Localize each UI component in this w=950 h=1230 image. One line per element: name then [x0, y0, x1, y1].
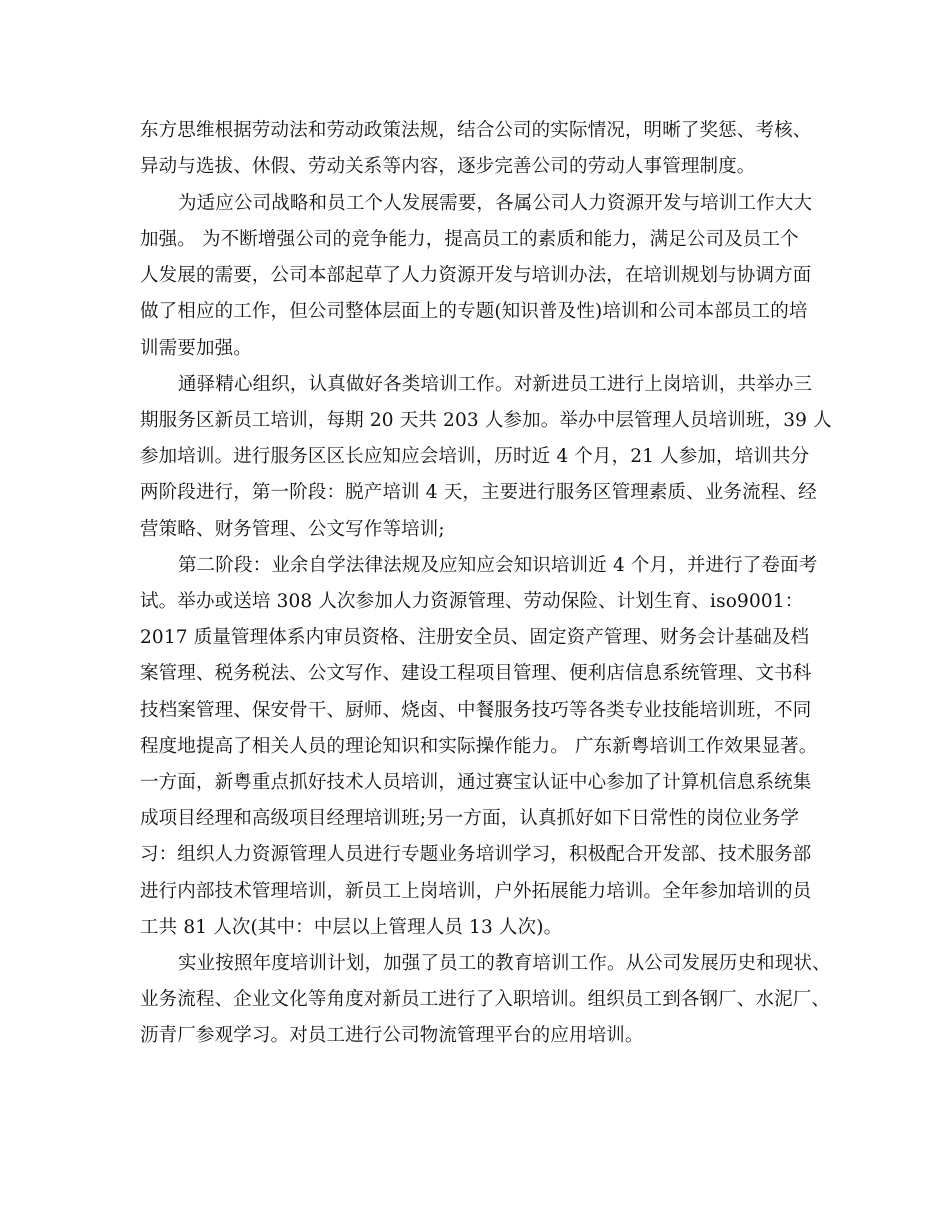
text-line: 通驿精心组织，认真做好各类培训工作。对新进员工进行上岗培训，共举办三 — [178, 374, 813, 395]
text-line: 实业按照年度培训计划，加强了员工的教育培训工作。从公司发展历史和现状、 — [178, 953, 831, 974]
text-line: 期服务区新员工培训，每期 20 天共 203 人参加。举办中层管理人员培训班，39 人 — [140, 410, 832, 431]
text-line: 两阶段进行，第一阶段：脱产培训 4 天，主要进行服务区管理素质、业务流程、经 — [140, 482, 817, 503]
text-line: 为适应公司战略和员工个人发展需要，各属公司人力资源开发与培训工作大大 — [178, 193, 813, 214]
text-line: 第二阶段：业余自学法律法规及应知应会知识培训近 4 个月，并进行了卷面考 — [178, 555, 818, 576]
text-line: 试。举办或送培 308 人次参加人力资源管理、劳动保险、计划生育、iso9001： — [140, 591, 804, 612]
text-line: 参加培训。进行服务区区长应知应会培训，历时近 4 个月，21 人参加，培训共分 — [140, 446, 810, 467]
text-line: 成项目经理和高级项目经理培训班;另一方面，认真抓好如下日常性的岗位业务学 — [140, 808, 800, 829]
text-line: 东方思维根据劳动法和劳动政策法规，结合公司的实际情况，明晰了奖惩、考核、 — [140, 120, 812, 141]
text-line: 人发展的需要，公司本部起草了人力资源开发与培训办法，在培训规划与协调方面 — [140, 265, 812, 286]
text-line: 工共 81 人次(其中：中层以上管理人员 13 人次)。 — [140, 917, 563, 938]
text-line: 习：组织人力资源管理人员进行专题业务培训学习，积极配合开发部、技术服务部 — [140, 844, 812, 865]
text-line: 一方面，新粤重点抓好技术人员培训，通过赛宝认证中心参加了计算机信息系统集 — [140, 772, 812, 793]
text-line: 异动与选拔、休假、劳动关系等内容，逐步完善公司的劳动人事管理制度。 — [140, 156, 756, 177]
text-line: 营策略、财务管理、公文写作等培训; — [140, 519, 445, 540]
text-line: 技档案管理、保安骨干、厨师、烧卤、中餐服务技巧等各类专业技能培训班，不同 — [140, 700, 812, 721]
text-line: 案管理、税务税法、公文写作、建设工程项目管理、便利店信息系统管理、文书科 — [140, 663, 812, 684]
text-line: 进行内部技术管理培训，新员工上岗培训，户外拓展能力培训。全年参加培训的员 — [140, 881, 812, 902]
text-line: 训需要加强。 — [140, 338, 252, 359]
text-line: 做了相应的工作，但公司整体层面上的专题(知识普及性)培训和公司本部员工的培 — [140, 301, 808, 322]
text-line: 沥青厂参观学习。对员工进行公司物流管理平台的应用培训。 — [140, 1025, 644, 1046]
text-line: 加强。 为不断增强公司的竞争能力，提高员工的素质和能力，满足公司及员工个 — [140, 229, 799, 250]
text-line: 2017 质量管理体系内审员资格、注册安全员、固定资产管理、财务会计基础及档 — [140, 627, 810, 648]
text-line: 程度地提高了相关人员的理论知识和实际操作能力。 广东新粤培训工作效果显著。 — [140, 736, 818, 757]
text-line: 业务流程、企业文化等角度对新员工进行了入职培训。组织员工到各钢厂、水泥厂、 — [140, 989, 831, 1010]
